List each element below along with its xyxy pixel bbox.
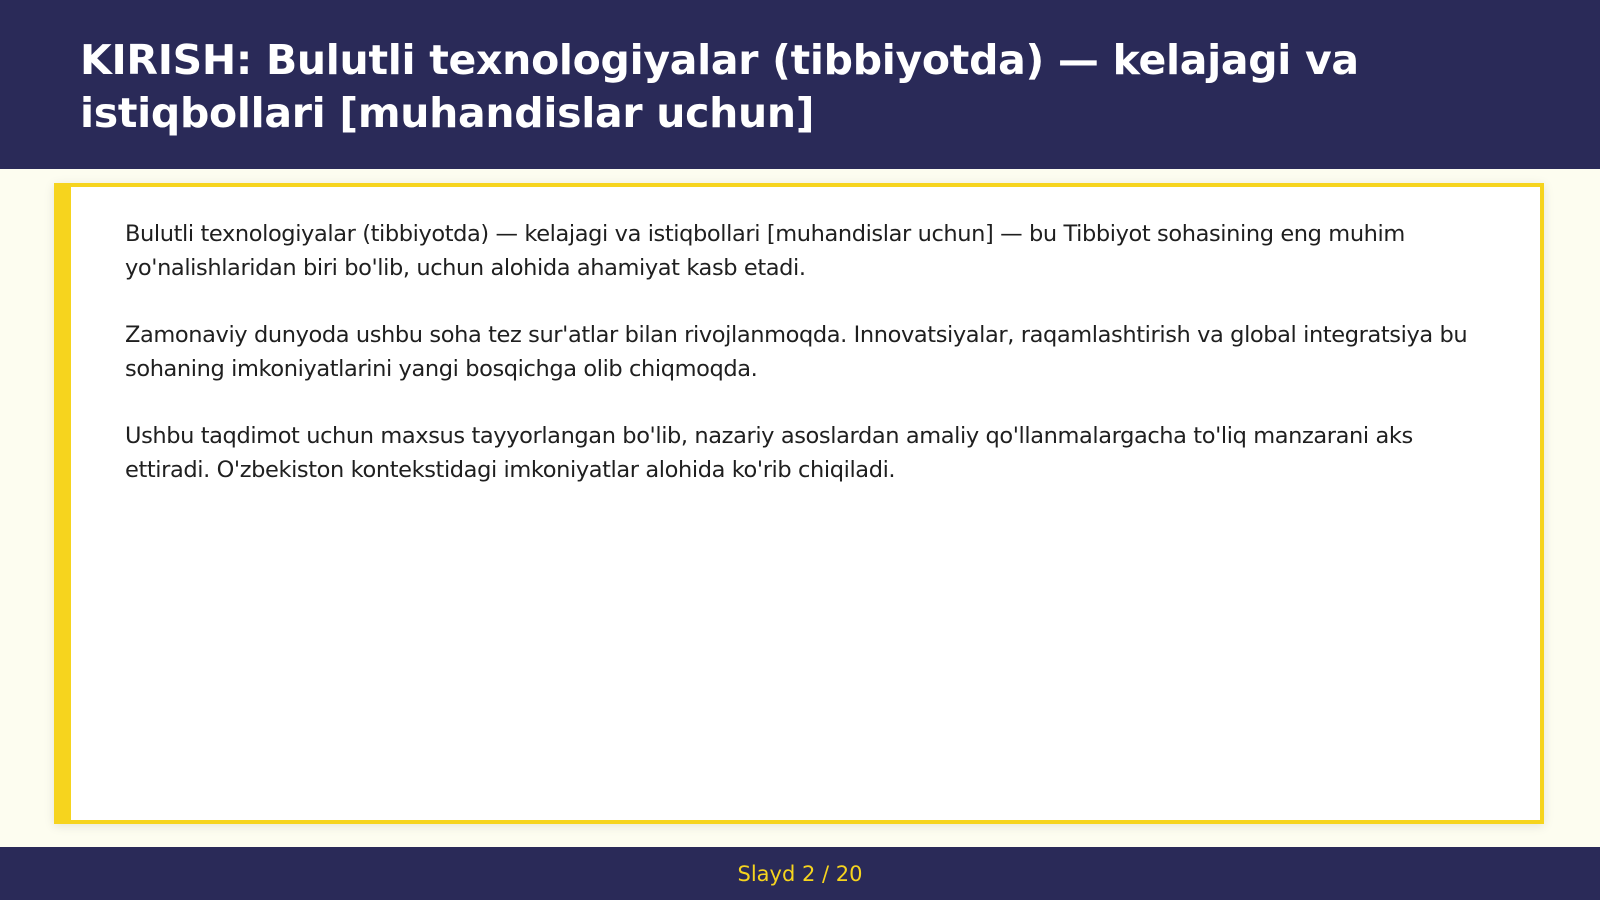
slide-title: KIRISH: Bulutli texnologiyalar (tibbiyotda) — kelajagi va istiqbollari [muhandislar uchun]: [80, 36, 1359, 137]
slide-number: Slayd 2 / 20: [737, 862, 863, 886]
body-paragraph: Bulutli texnologiyalar (tibbiyotda) — kelajagi va istiqbollari [muhandislar uchun] — bu Tibbiyot sohasining eng muhim yo'nalishlaridan biri bo'lib, uchun alohida ahamiyat kasb etadi.: [125, 221, 1405, 281]
slide-body: [125, 217, 1495, 520]
content-card: [54, 183, 1544, 824]
slide-footer: [0, 847, 1600, 900]
body-paragraph: Ushbu taqdimot uchun maxsus tayyorlangan bo'lib, nazariy asoslardan amaliy qo'llanmalargacha to'liq manzarani aks ettiradi. O'zbekiston kontekstidagi imkoniyatlar alohida ko'rib chiqiladi.: [125, 423, 1413, 483]
slide-header: [0, 0, 1600, 169]
body-paragraph: Zamonaviy dunyoda ushbu soha tez sur'atlar bilan rivojlanmoqda. Innovatsiyalar, raqamlashtirish va global integratsiya bu sohaning imkoniyatlarini yangi bosqichga olib chiqmoqda.: [125, 322, 1468, 382]
